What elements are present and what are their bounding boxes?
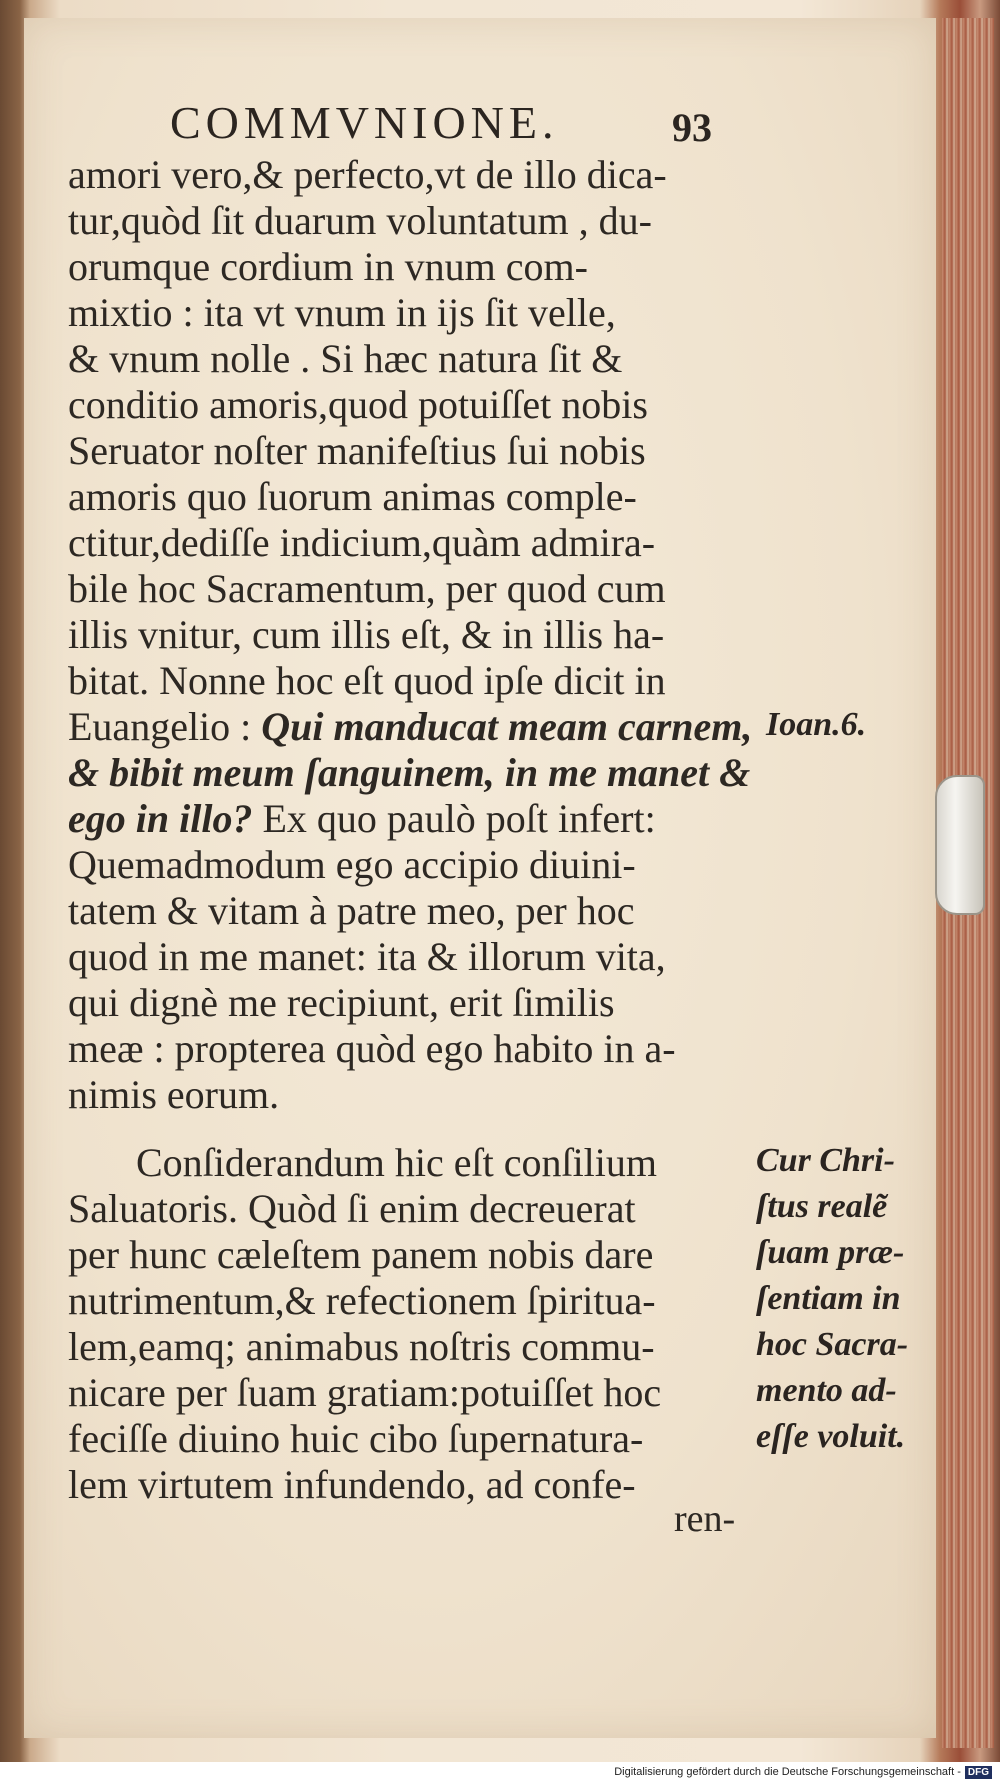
text-line-content: tur,quòd ſit duarum voluntatum , du- [68,198,652,243]
quote-line [68,750,751,796]
text-line-content: nicare per ſuam gratiam:potuiſſet hoc [68,1370,662,1415]
marginal-note-gloss [756,1138,908,1460]
credit-text: Digitalisierung gefördert durch die Deutsche Forschungsgemeinschaft - [614,1766,961,1778]
text-line-content: Saluatoris. Quòd ſi enim decreuerat [68,1186,636,1231]
text-line [68,842,748,888]
digitization-credit [614,1766,992,1779]
text-line [68,1072,748,1118]
scripture-quote: Qui manducat meam carnem, [261,704,753,749]
text-line-content: nutrimentum,& refectionem ſpiritua- [68,1278,656,1323]
page-number: 93 [672,105,712,150]
text-line-content: meæ : propterea quòd ego habito in a- [68,1026,676,1071]
marginal-note-line: eſſe voluit. [756,1418,906,1455]
text-line [68,1232,748,1278]
page-clip [935,775,985,915]
paragraph-gap [68,1118,748,1140]
text-line-content: quod in me manet: ita & illorum vita, [68,934,666,979]
marginal-note-line: mento ad- [756,1372,897,1409]
text-line-content: bile hoc Sacramentum, per quod cum [68,566,666,611]
marginal-note-line: ſuam præ- [756,1234,905,1271]
text-line-content: feciſſe diuino huic cibo ſupernatura- [68,1416,644,1461]
text-line-content: Seruator noſter manifeſtius ſui nobis [68,428,646,473]
marginal-note-line: ſentiam in [756,1280,901,1317]
text-line [68,1462,748,1508]
text-line [68,520,748,566]
text-line-content: lem virtutem infundendo, ad confe- [68,1462,636,1507]
text-line [68,980,748,1026]
text-line [68,1186,748,1232]
text-line [68,1026,748,1072]
text-line [68,1140,748,1186]
text-line [68,566,748,612]
text-line-content: bitat. Nonne hoc eſt quod ipſe dicit in [68,658,666,703]
dfg-logo: DFG [965,1766,992,1779]
text-line [68,658,748,704]
text-line [68,888,748,934]
text-line [68,1278,748,1324]
text-line [68,198,748,244]
marginal-note-line: ſtus realẽ [756,1188,888,1225]
text-line-content: Ex quo paulò poſt infert: [252,796,656,841]
text-line-content: per hunc cæleſtem panem nobis dare [68,1232,654,1277]
text-line-content: ctitur,dediſſe indicium,quàm admira- [68,520,656,565]
text-line [68,428,748,474]
text-line-content: Conſiderandum hic eſt conſilium [136,1140,658,1185]
text-line [68,474,748,520]
text-line-content: conditio amoris,quod potuiſſet nobis [68,382,648,427]
catchword: ren- [674,1498,736,1540]
text-line-content: Quemadmodum ego accipio diuini- [68,842,636,887]
text-line [68,1324,748,1370]
text-line-content: orumque cordium in vnum com- [68,244,588,289]
quote-line [68,796,748,842]
scripture-quote: ego in illo? [68,796,253,841]
text-line-content: Euangelio : [68,704,262,749]
quote-line [68,704,753,750]
text-line [68,612,748,658]
marginal-note-line: hoc Sacra- [756,1326,909,1363]
text-line-content: amori vero,& perfecto,vt de illo dica- [68,152,667,197]
text-line [68,382,748,428]
text-line-content: lem,eamq; animabus noſtris commu- [68,1324,655,1369]
text-line-content: mixtio : ita vt vnum in ijs ſit velle, [68,290,616,335]
text-line-content: nimis eorum. [68,1072,280,1117]
text-line-content: qui dignè me recipiunt, erit ſimilis [68,980,615,1025]
text-line [68,1370,748,1416]
scripture-quote: & bibit meum ſanguinem, in me manet & [68,750,751,795]
text-line [68,290,748,336]
running-title: COMMVNIONE. [170,97,559,148]
text-line [68,1416,748,1462]
text-line-content: tatem & vitam à patre meo, per hoc [68,888,635,933]
text-line [68,152,748,198]
text-line-content: amoris quo ſuorum animas comple- [68,474,637,519]
text-line [68,244,748,290]
text-line [68,336,748,382]
text-line-content: & vnum nolle . Si hæc natura ſit & [68,336,623,381]
text-line-content: illis vnitur, cum illis eſt, & in illis ha- [68,612,665,657]
marginal-note-reference: Ioan.6. [766,706,867,743]
text-line [68,934,748,980]
marginal-note-line: Cur Chri- [756,1142,895,1179]
body-text [68,152,753,1508]
